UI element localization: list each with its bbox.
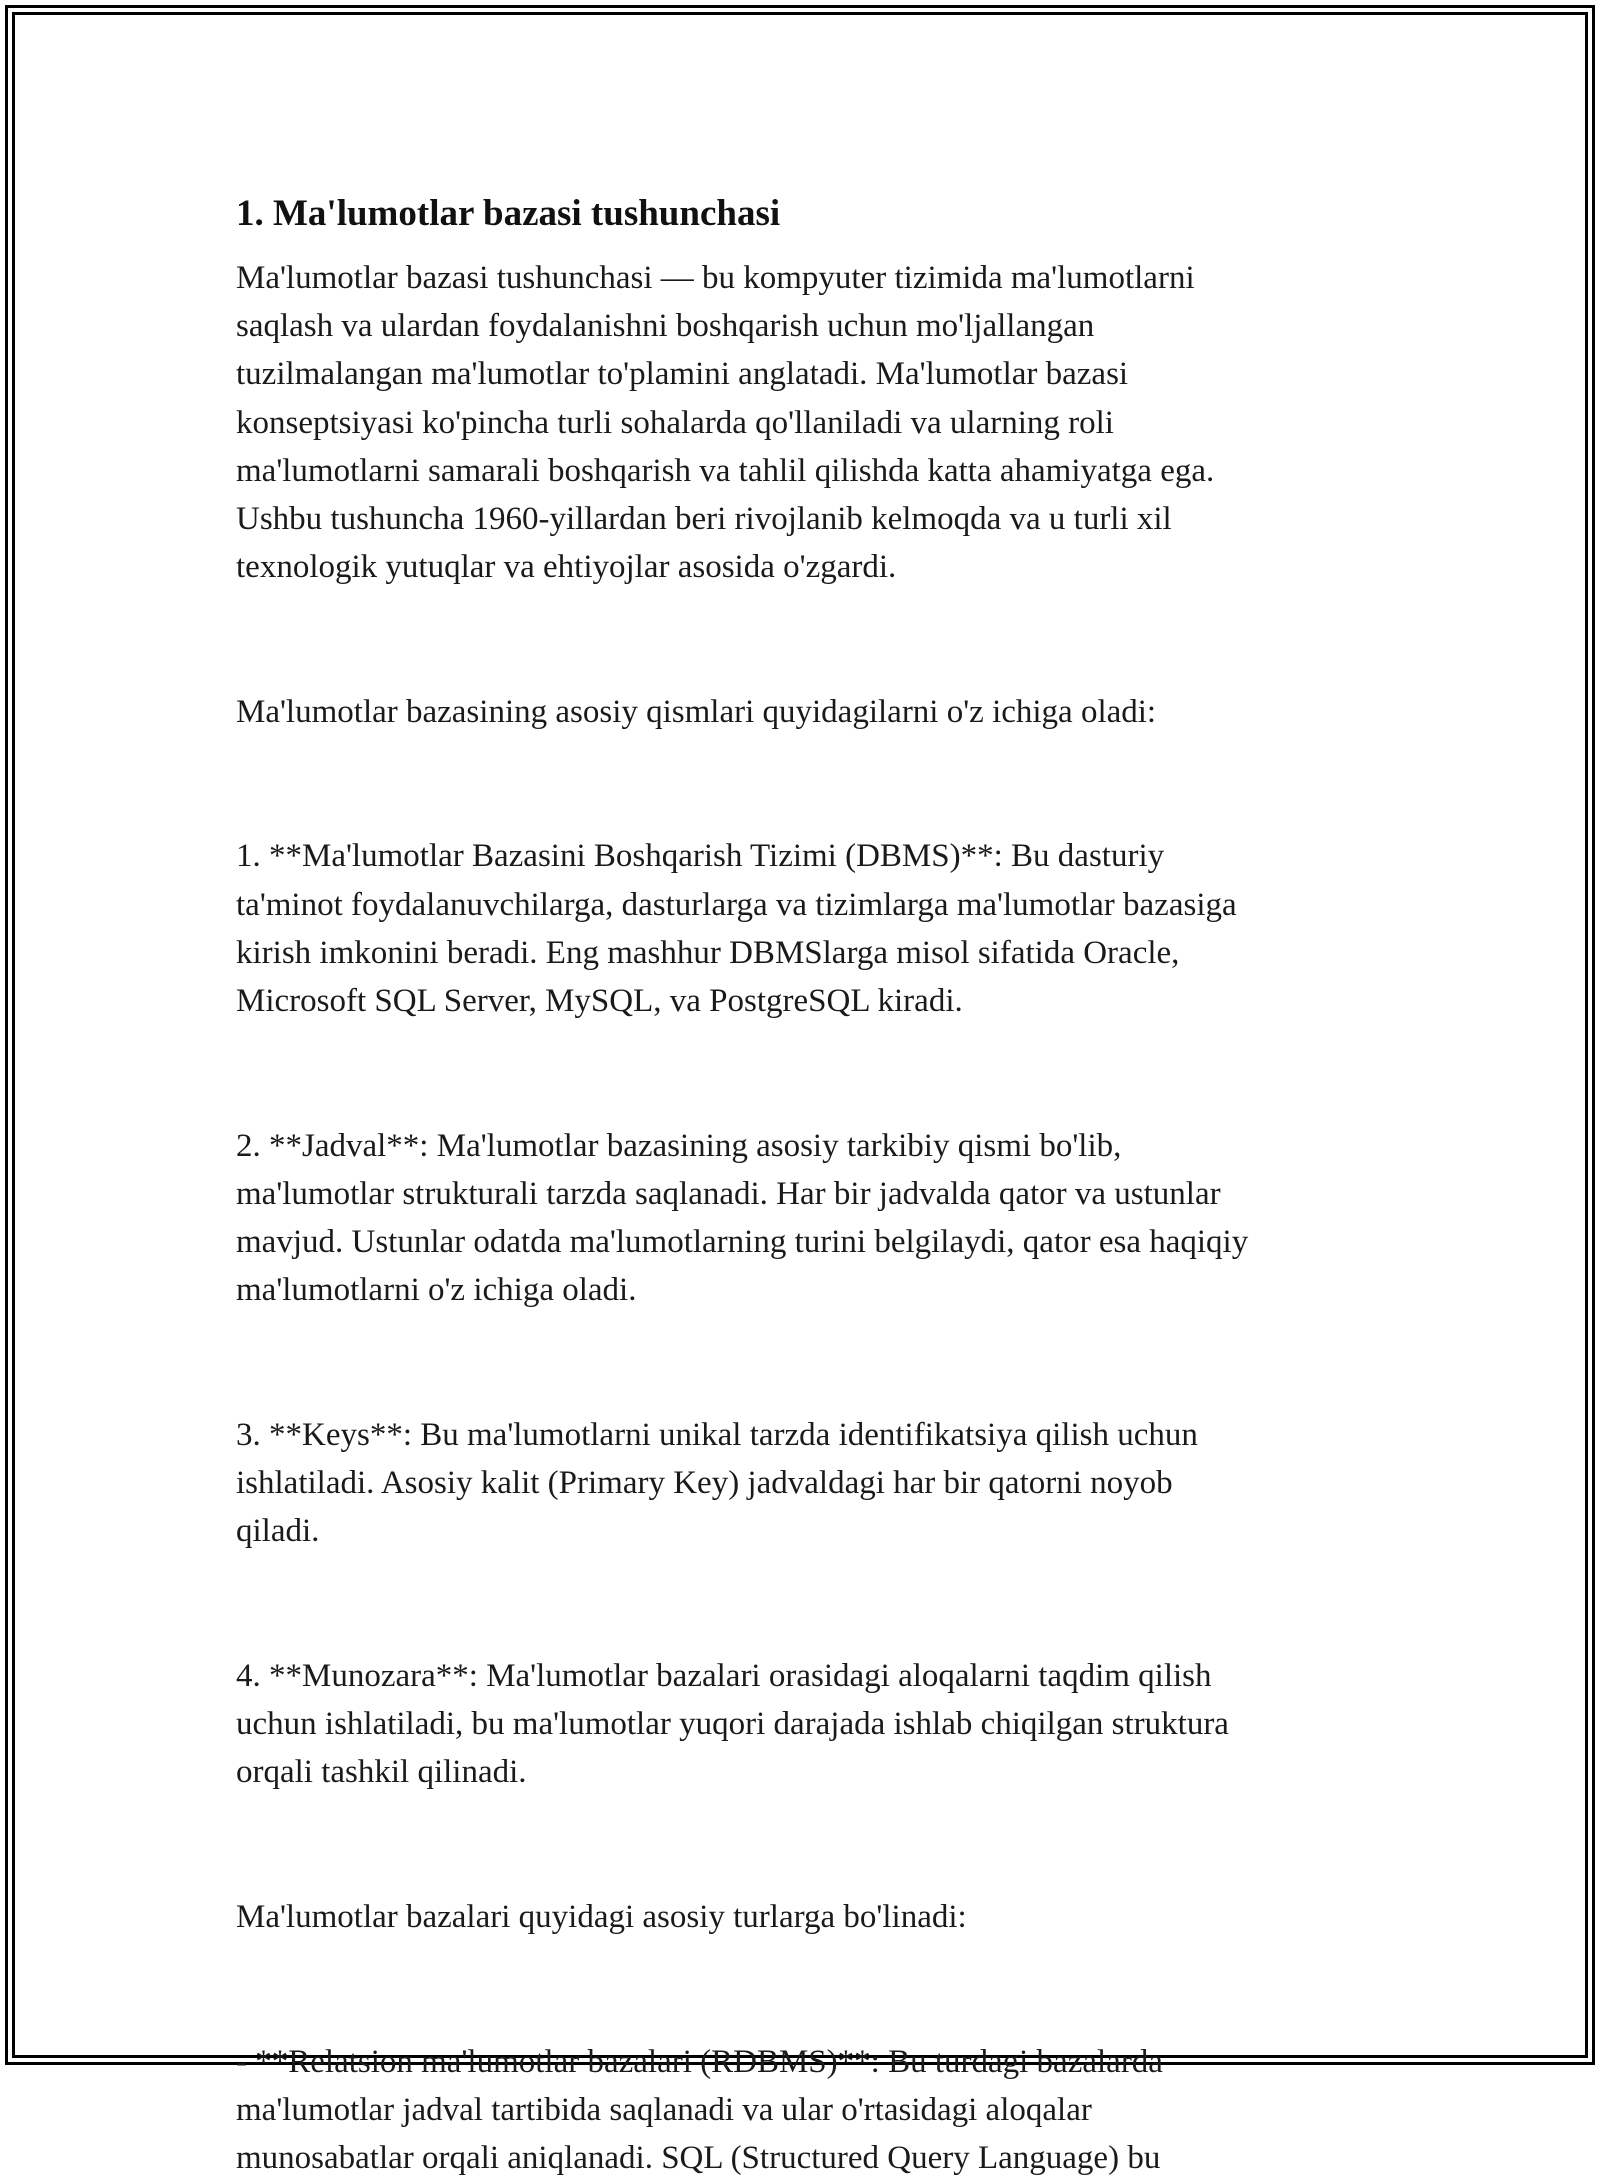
paragraph-rdbms: - **Relatsion ma'lumotlar bazalari (RDBMS)**: Bu turdagi bazalarda ma'lumotlar jadval tartibida saqlanadi va ular o'rtasidagi aloqalar munosabatlar orqali aniqlanadi. SQL (Structured Query Language) bu (236, 2043, 1163, 2176)
paragraph-types-intro: Ma'lumotlar bazalari quyidagi asosiy turlarga bo'linadi: (236, 1898, 967, 1935)
paragraph-keys: 3. **Keys**: Bu ma'lumotlarni unikal tarzda identifikatsiya qilish uchun ishlatiladi. Asosiy kalit (Primary Key) jadvaldagi har bir qatorni noyob qiladi. (236, 1416, 1198, 1550)
document-content (236, 186, 1386, 2182)
paragraph-definition: Ma'lumotlar bazasi tushunchasi — bu kompyuter tizimida ma'lumotlarni saqlash va ulardan foydalanishni boshqarish uchun mo'ljallangan tuzilmalangan ma'lumotlar to'plamini anglatadi. Ma'lumotlar bazasi konseptsiyasi ko'pincha turli sohalarda qo'llaniladi va ularning roli ma'lumotlarni samarali boshqarish va tahlil qilishda katta ahamiyatga ega. Ushbu tushuncha 1960-yillardan beri rivojlanib kelmoqda va u turli xil texnologik yutuqlar va ehtiyojlar asosida o'zgardi. (236, 260, 1215, 586)
paragraph-relations: 4. **Munozara**: Ma'lumotlar bazalari orasidagi aloqalarni taqdim qilish uchun ishlatiladi, bu ma'lumotlar yuqori darajada ishlab chiqilgan struktura orqali tashkil qilinadi. (236, 1657, 1229, 1791)
paragraph-table: 2. **Jadval**: Ma'lumotlar bazasining asosiy tarkibiy qismi bo'lib, ma'lumotlar strukturali tarzda saqlanadi. Har bir jadvalda qator va ustunlar mavjud. Ustunlar odatda ma'lumotlarning turini belgilaydi, qator esa haqiqiy ma'lumotlarni o'z ichiga oladi. (236, 1127, 1249, 1309)
paragraph-parts-intro: Ma'lumotlar bazasining asosiy qismlari quyidagilarni o'z ichiga oladi: (236, 693, 1157, 730)
paragraph-dbms: 1. **Ma'lumotlar Bazasini Boshqarish Tizimi (DBMS)**: Bu dasturiy ta'minot foydalanuvchilarga, dasturlarga va tizimlarga ma'lumotlar bazasiga kirish imkonini beradi. Eng mashhur DBMSlarga misol sifatida Oracle, Microsoft SQL Server, MySQL, va PostgreSQL kiradi. (236, 838, 1237, 1020)
document-body (236, 254, 1386, 2182)
section-title: 1. Ma'lumotlar bazasi tushunchasi (236, 193, 781, 234)
